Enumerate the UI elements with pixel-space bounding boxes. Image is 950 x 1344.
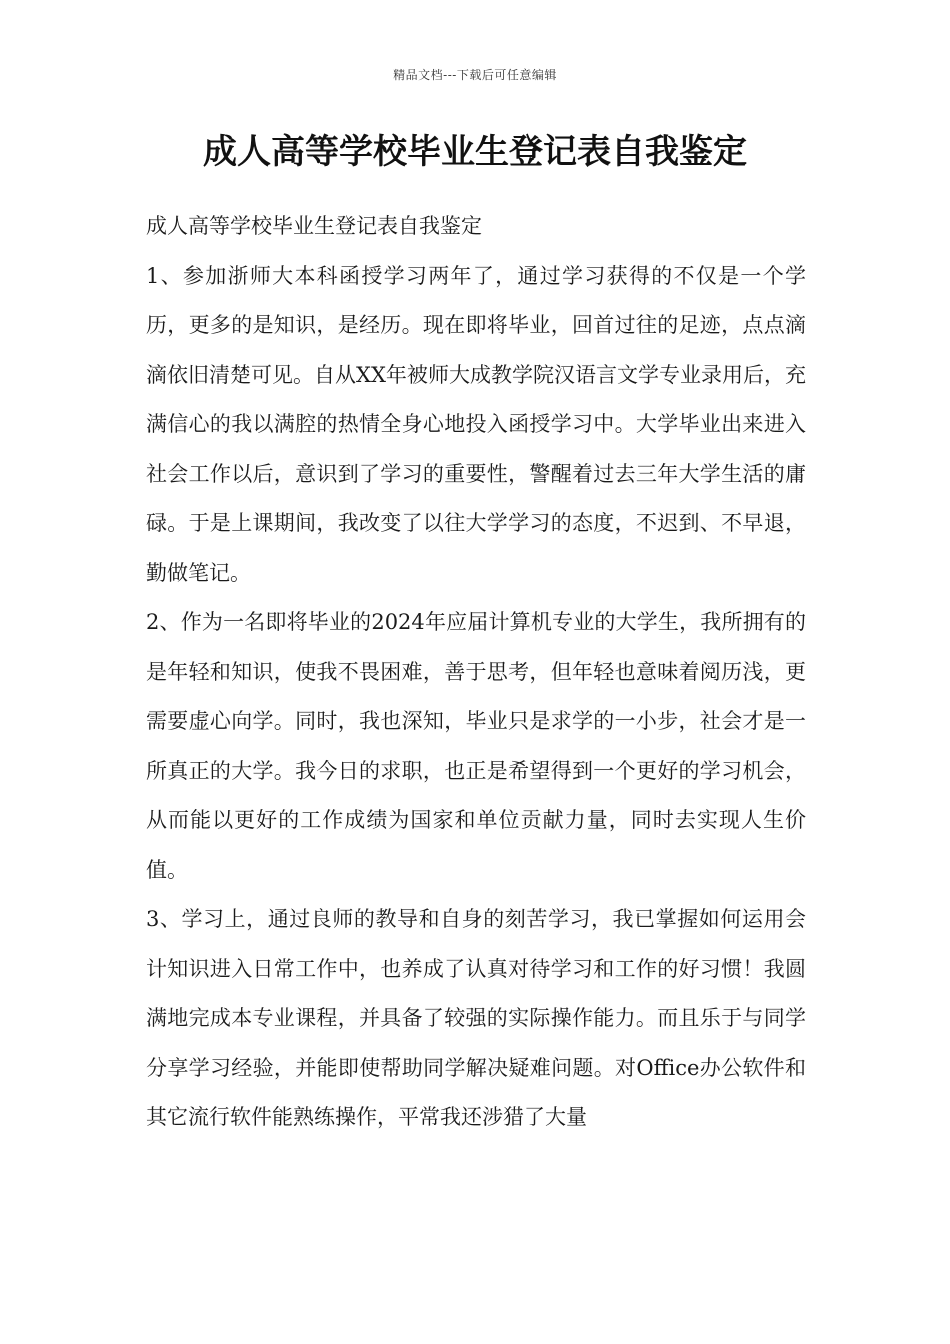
paragraph-3: 3、学习上，通过良师的教导和自身的刻苦学习，我已掌握如何运用会计知识进入日常工作中，也养成了认真对待学习和工作的好习惯！我圆满地完成本专业课程，并具备了较强的实际操作能力。而且乐于与同学分享学习经验，并能即使帮助同学解决疑难问题。对Office办公软件和其它流行软件能熟练操作，平常我还涉猎了大量 [146,907,806,1129]
paragraph-subtitle: 成人高等学校毕业生登记表自我鉴定 [146,214,482,238]
paragraph-2: 2、作为一名即将毕业的2024年应届计算机专业的大学生，我所拥有的是年轻和知识，使我不畏困难，善于思考，但年轻也意味着阅历浅，更需要虚心向学。同时，我也深知，毕业只是求学的一小步，社会才是一所真正的大学。我今日的求职，也正是希望得到一个更好的学习机会，从而能以更好的工作成绩为国家和单位贡献力量，同时去实现人生价值。 [146,610,806,882]
header-note: 精品文档---下载后可任意编辑 [393,68,557,82]
paragraph-1: 1、参加浙师大本科函授学习两年了，通过学习获得的不仅是一个学历，更多的是知识，是经历。现在即将毕业，回首过往的足迹，点点滴滴依旧清楚可见。自从XX年被师大成教学院汉语言文学专业录用后，充满信心的我以满腔的热情全身心地投入函授学习中。大学毕业出来进入社会工作以后，意识到了学习的重要性，警醒着过去三年大学生活的庸碌。于是上课期间，我改变了以往大学学习的态度，不迟到、不早退，勤做笔记。 [146,263,806,585]
document-title: 成人高等学校毕业生登记表自我鉴定 [203,132,747,172]
document-body [146,202,806,1143]
